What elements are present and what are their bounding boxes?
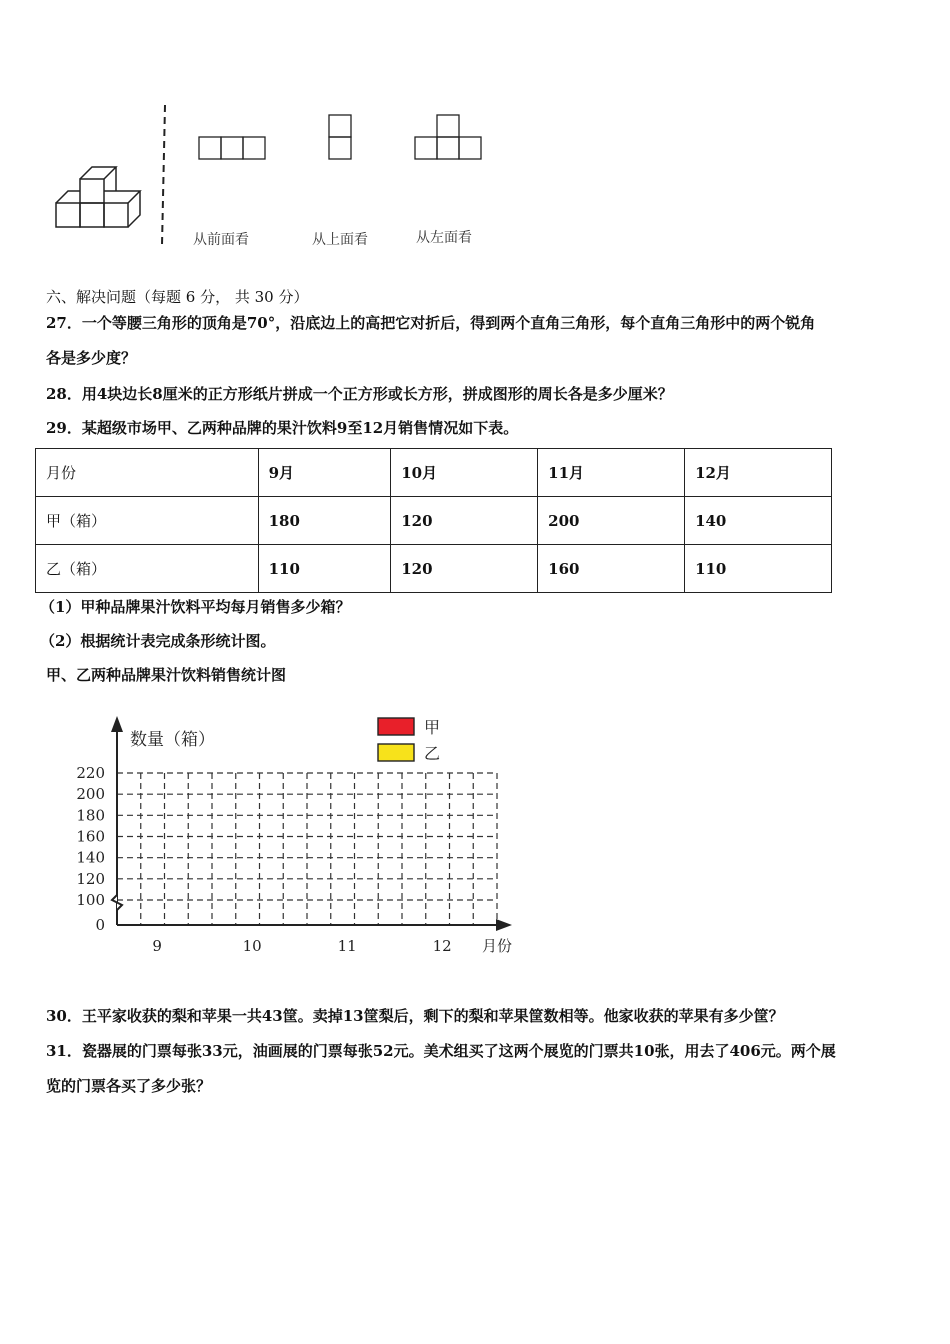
question-29-sub-2: （2）根据统计表完成条形统计图。 bbox=[40, 632, 276, 650]
table-header-cell: 11月 bbox=[538, 449, 685, 497]
x-tick-label: 12 bbox=[432, 937, 452, 955]
question-31-line-2: 览的门票各买了多少张？ bbox=[46, 1077, 212, 1095]
table-cell: 110 bbox=[258, 545, 391, 593]
table-cell: 140 bbox=[685, 497, 832, 545]
view-top-label: 从上面看 bbox=[312, 232, 368, 248]
view-left-label: 从左面看 bbox=[416, 230, 472, 246]
y-tick-label: 140 bbox=[76, 848, 105, 867]
table-cell: 甲（箱） bbox=[36, 497, 259, 545]
legend-swatch bbox=[378, 744, 414, 761]
question-27-line-1: 27．一个等腰三角形的顶角是70°，沿底边上的高把它对折后，得到两个直角三角形，每个直角三角形中的两个锐角 bbox=[46, 314, 816, 332]
table-header-cell: 10月 bbox=[391, 449, 538, 497]
cube-stack-drawing bbox=[56, 167, 140, 227]
y-tick-label: 160 bbox=[76, 827, 105, 846]
top-view-shape bbox=[329, 115, 351, 159]
question-28: 28．用4块边长8厘米的正方形纸片拼成一个正方形或长方形，拼成图形的周长各是多少厘米？ bbox=[46, 385, 673, 403]
table-cell: 120 bbox=[391, 545, 538, 593]
table-cell: 200 bbox=[538, 497, 685, 545]
legend-label: 乙 bbox=[424, 744, 441, 763]
table-cell: 120 bbox=[391, 497, 538, 545]
y-axis-arrow bbox=[111, 716, 123, 732]
legend-label: 甲 bbox=[424, 718, 441, 737]
y-tick-label: 120 bbox=[76, 869, 105, 888]
y-tick-label: 0 bbox=[95, 916, 105, 934]
view-front-label: 从前面看 bbox=[193, 232, 249, 248]
x-axis-arrow bbox=[496, 919, 512, 931]
section-title: 六、解决问题（每题 6 分， 共 30 分） bbox=[46, 288, 309, 306]
table-row bbox=[36, 497, 832, 545]
x-tick-label: 9 bbox=[152, 937, 162, 955]
chart-title: 甲、乙两种品牌果汁饮料销售统计图 bbox=[46, 666, 287, 684]
table-cell: 110 bbox=[685, 545, 832, 593]
x-tick-label: 10 bbox=[242, 937, 262, 955]
question-27-line-2: 各是多少度？ bbox=[46, 349, 137, 367]
table-header-cell: 9月 bbox=[258, 449, 391, 497]
table-cell: 180 bbox=[258, 497, 391, 545]
table-cell: 乙（箱） bbox=[36, 545, 259, 593]
table-header-cell: 12月 bbox=[685, 449, 832, 497]
table-header-row bbox=[36, 449, 832, 497]
y-tick-label: 100 bbox=[76, 891, 105, 909]
divider-dashed-line bbox=[162, 105, 165, 245]
question-30: 30．王平家收获的梨和苹果一共43筐。卖掉13筐梨后，剩下的梨和苹果筐数相等。他家收获的苹果有多少筐？ bbox=[46, 1007, 784, 1025]
table-cell: 160 bbox=[538, 545, 685, 593]
question-29-sub-1: （1）甲种品牌果汁饮料平均每月销售多少箱？ bbox=[40, 598, 351, 616]
y-tick-label: 220 bbox=[76, 764, 105, 782]
y-tick-label: 180 bbox=[76, 806, 105, 825]
y-axis-title: 数量（箱） bbox=[130, 730, 215, 750]
question-31-line-1: 31．瓷器展的门票每张33元，油画展的门票每张52元。美术组买了这两个展览的门票共10张，用去了406元。两个展 bbox=[46, 1042, 836, 1060]
table-row bbox=[36, 545, 832, 593]
front-view-shape bbox=[199, 137, 265, 159]
left-view-shape bbox=[415, 115, 481, 159]
legend-swatch bbox=[378, 718, 414, 735]
x-tick-label: 11 bbox=[337, 937, 357, 955]
axis-break-mark bbox=[112, 895, 122, 910]
sales-table bbox=[35, 448, 832, 593]
y-tick-label: 200 bbox=[76, 785, 105, 804]
x-axis-title: 月份 bbox=[482, 937, 513, 955]
question-29: 29．某超级市场甲、乙两种品牌的果汁饮料9至12月销售情况如下表。 bbox=[46, 419, 519, 437]
bar-chart bbox=[60, 710, 530, 965]
table-header-cell: 月份 bbox=[36, 449, 259, 497]
